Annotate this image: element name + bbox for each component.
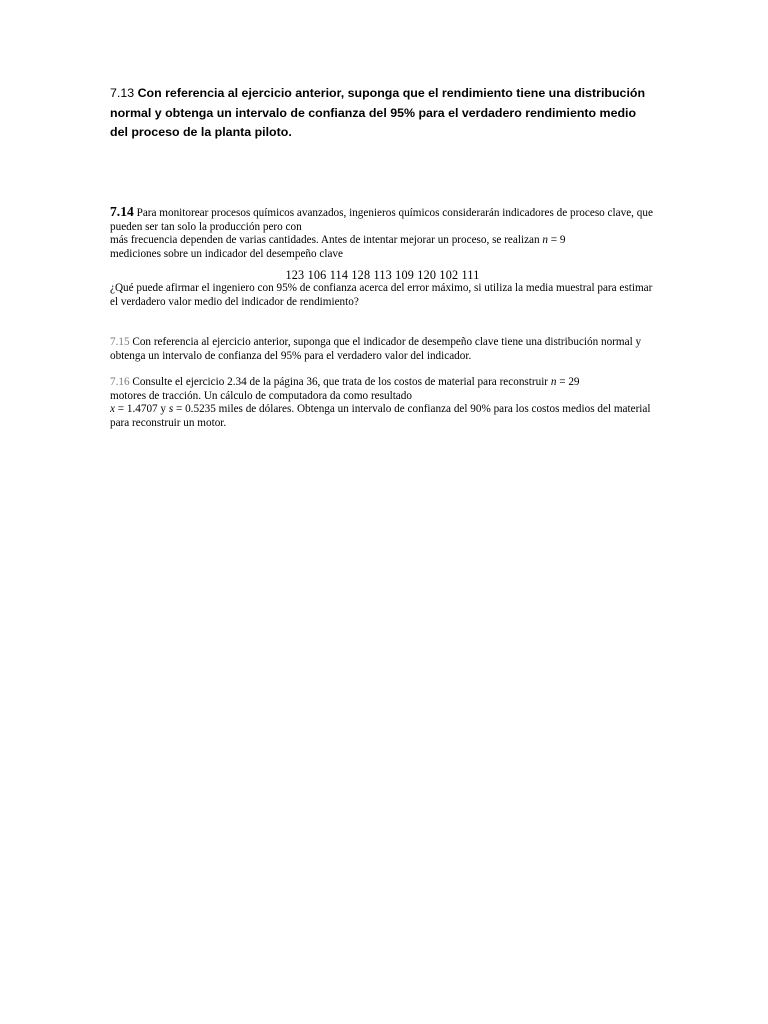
exercise-7-15-text: Con referencia al ejercicio anterior, suponga que el indicador de desempeño clave tiene una distribución normal y obtenga un intervalo de confianza del 95% para el verdadero valor del indicador. — [110, 336, 642, 362]
exercise-7-16-line2: motores de tracción. Un cálculo de computadora da como resultado — [110, 389, 412, 402]
exercise-7-14-number: 7.14 — [110, 204, 134, 219]
exercise-7-13 — [110, 84, 655, 143]
n-variable: n — [550, 376, 557, 388]
x-variable: x — [110, 403, 115, 416]
exercise-7-13-text: Con referencia al ejercicio anterior, suponga que el rendimiento tiene una distribución normal y obtenga un intervalo de confianza del 95% para el verdadero rendimiento medio del proceso de la planta piloto. — [110, 86, 646, 139]
exercise-7-13-number: 7.13 — [110, 86, 135, 100]
exercise-7-15-number: 7.15 — [110, 336, 130, 348]
exercise-7-16 — [110, 376, 655, 430]
measurement-data: 123 106 114 128 113 109 120 102 111 — [285, 268, 480, 283]
exercise-7-16-number: 7.16 — [110, 376, 130, 388]
exercise-7-14-question: ¿Qué puede afirmar el ingeniero con 95% de confianza acerca del error máximo, si utiliza la media muestral para estimar el verdadero valor medio del indicador de rendimiento? — [110, 282, 653, 308]
s-variable: s — [168, 403, 174, 416]
exercise-7-14-line1: Para monitorear procesos químicos avanzados, ingenieros químicos considerarán indicadores de proceso clave, que pueden ser tan solo la producción pero con — [110, 207, 653, 233]
n-value: = 29 — [556, 376, 580, 388]
exercise-7-14-line2: más frecuencia dependen de varias cantidades. Antes de intentar mejorar un proceso, se realizan — [110, 234, 540, 247]
exercise-7-16-line1: Consulte el ejercicio 2.34 de la página 36, que trata de los costos de material para reconstruir — [132, 376, 549, 388]
exercise-7-14 — [110, 205, 655, 310]
s-value-text: = 0.5235 miles de dólares. Obtenga un intervalo de confianza del 90% para los costos medios del material para reconstruir un motor. — [110, 403, 651, 429]
x-value: = 1.4707 y — [114, 403, 169, 416]
exercise-7-15 — [110, 336, 655, 363]
n-variable: n — [542, 234, 548, 247]
n-value: = 9 — [547, 234, 566, 247]
exercise-7-14-line3: mediciones sobre un indicador del desempeño clave — [110, 247, 343, 260]
